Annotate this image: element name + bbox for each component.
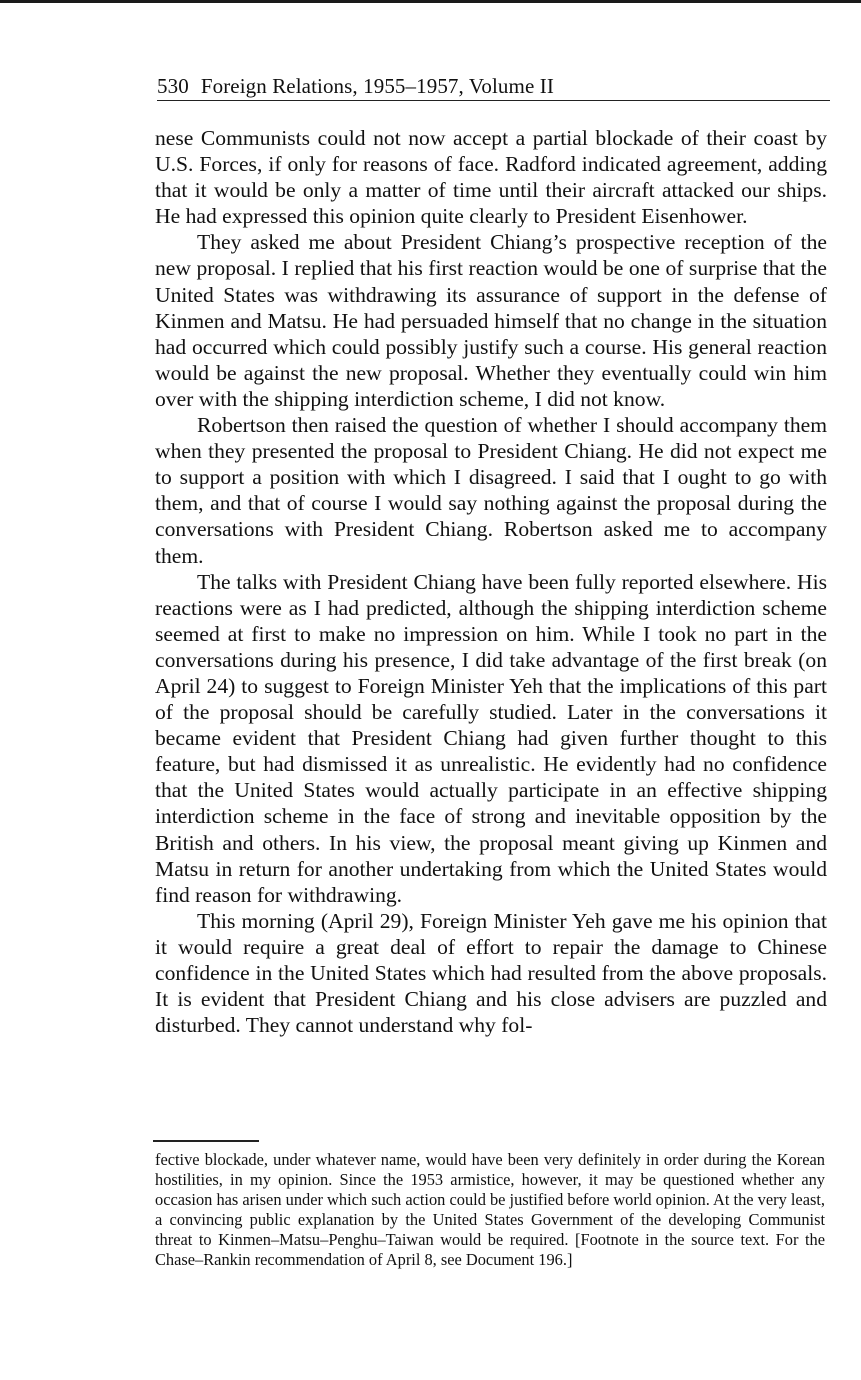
body-text [155,125,827,1038]
page-top-edge-rule [0,0,861,3]
footnote-separator [153,1140,259,1142]
paragraph-continued: nese Communists could not now accept a partial blockade of their coast by U.S. Forces, if only for reasons of face. Radford indicated agreement, adding that it would be only a matter of time until their aircraft attacked our ships. He had expressed this opinion quite clearly to President Eisenhower. [155,126,827,229]
running-header [157,72,830,101]
running-title: Foreign Relations, 1955–1957, Volume II [200,74,554,98]
paragraph: The talks with President Chiang have been fully reported elsewhere. His reactions were as I had predicted, although the shipping interdiction scheme seemed at first to make no impression on him. While I took no part in the conversations during his presence, I did take advantage of the first break (on April 24) to suggest to Foreign Minister Yeh that the implications of this part of the proposal should be carefully studied. Later in the conversations it became evident that President Chiang had given further thought to this feature, but had dismissed it as unrealistic. He evidently had no confidence that the United States would actually participate in an effective shipping interdiction scheme in the face of strong and inevitable opposition by the British and others. In his view, the proposal meant giving up Kinmen and Matsu in return for another undertaking from which the United States would find reason for withdrawing. [155,569,827,907]
paragraph: Robertson then raised the question of whether I should accompany them when they presented the proposal to President Chiang. He did not expect me to support a position with which I disagreed. I said that I ought to go with them, and that of course I would say nothing against the proposal during the conversations with President Chiang. Robertson asked me to accompany them. [155,413,827,568]
footnote-text: fective blockade, under whatever name, would have been very definitely in order during the Korean hostilities, in my opinion. Since the 1953 armistice, however, it may be questioned whether any occasion has arisen under which such action could be justified before world opinion. At the very least, a convincing public explanation by the United States Government of the developing Communist threat to Kinmen–Matsu–Penghu–Taiwan would be required. [Footnote in the source text. For the Chase–Rankin recommendation of April 8, see Document 196.] [155,1150,826,1269]
page-number: 530 [157,74,189,98]
paragraph: This morning (April 29), Foreign Minister Yeh gave me his opinion that it would require a great deal of effort to repair the damage to Chinese confidence in the United States which had resulted from the above proposals. It is evident that President Chiang and his close advisers are puzzled and disturbed. They cannot understand why fol- [155,908,827,1038]
paragraph: They asked me about President Chiang’s prospective reception of the new proposal. I replied that his first reaction would be one of surprise that the United States was withdrawing its assurance of support in the defense of Kinmen and Matsu. He had persuaded himself that no change in the situation had occurred which could possibly justify such a course. His general reaction would be against the new proposal. Whether they eventually could win him over with the shipping interdiction scheme, I did not know. [155,230,827,411]
